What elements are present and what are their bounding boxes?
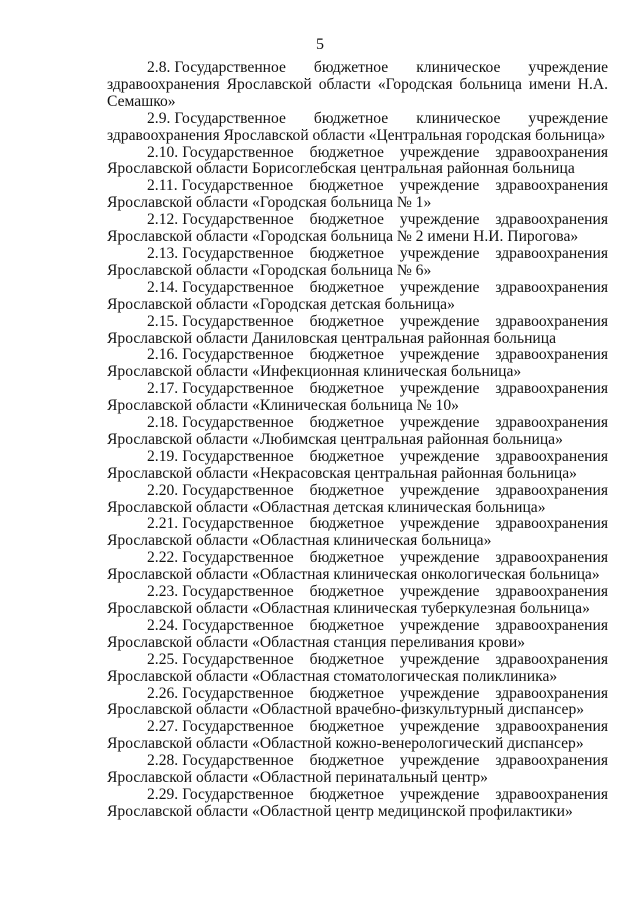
item-text: Государственное бюджетное клиническое учреждение здравоохранения Ярославской области «Центральная городская больница» <box>107 109 608 144</box>
item-text: Государственное бюджетное учреждение здравоохранения Ярославской области «Областной перинатальный центр» <box>107 752 608 787</box>
item-number: 2.22. <box>147 549 179 567</box>
list-item <box>107 347 608 381</box>
item-number: 2.8. <box>147 59 171 76</box>
item-text: Государственное бюджетное учреждение здравоохранения Ярославской области «Инфекционная клиническая больница» <box>107 346 608 381</box>
item-number: 2.13. <box>147 244 179 262</box>
list-item <box>107 314 608 348</box>
item-number: 2.16. <box>147 346 179 364</box>
list-item <box>107 246 608 280</box>
item-text: Государственное бюджетное учреждение здравоохранения Ярославской области Борисоглебская центральная районная больница <box>107 143 608 178</box>
item-number: 2.26. <box>147 684 179 702</box>
item-text: Государственное бюджетное учреждение здравоохранения Ярославской области «Областная клиническая онкологическая больница» <box>107 549 608 584</box>
page-number: 5 <box>316 36 324 53</box>
item-number: 2.10. <box>147 143 179 161</box>
list-item <box>107 381 608 415</box>
item-number: 2.19. <box>147 447 179 465</box>
item-text: Государственное бюджетное учреждение здравоохранения Ярославской области «Областная стоматологическая поликлиника» <box>107 650 608 685</box>
list-item <box>107 212 608 246</box>
item-number: 2.20. <box>147 481 179 499</box>
item-text: Государственное бюджетное учреждение здравоохранения Ярославской области «Клиническая больница № 10» <box>107 380 608 415</box>
item-text: Государственное бюджетное учреждение здравоохранения Ярославской области «Городская детская больница» <box>107 278 608 313</box>
item-number: 2.11. <box>147 177 178 195</box>
item-text: Государственное бюджетное клиническое учреждение здравоохранения Ярославской области «Городская больница имени Н.А. Семашко» <box>107 59 608 110</box>
item-number: 2.18. <box>147 414 179 432</box>
item-text: Государственное бюджетное учреждение здравоохранения Ярославской области «Городская больница № 2 имени Н.И. Пирогова» <box>107 211 608 246</box>
item-number: 2.17. <box>147 380 179 398</box>
item-number: 2.25. <box>147 650 179 668</box>
item-number: 2.24. <box>147 616 179 634</box>
list-item <box>107 449 608 483</box>
item-text: Государственное бюджетное учреждение здравоохранения Ярославской области «Городская больница № 1» <box>107 177 608 212</box>
list-item <box>107 280 608 314</box>
list-item <box>107 686 608 720</box>
item-number: 2.12. <box>147 211 179 229</box>
item-number: 2.23. <box>147 583 179 601</box>
item-text: Государственное бюджетное учреждение здравоохранения Ярославской области «Областная клиническая туберкулезная больница» <box>107 583 608 617</box>
item-text: Государственное бюджетное учреждение здравоохранения Ярославской области «Некрасовская центральная районная больница» <box>107 447 608 482</box>
item-number: 2.14. <box>147 278 179 296</box>
item-number: 2.21. <box>147 515 179 533</box>
item-text: Государственное бюджетное учреждение здравоохранения Ярославской области «Областной кожно-венерологический диспансер» <box>107 718 608 753</box>
item-text: Государственное бюджетное учреждение здравоохранения Ярославской области «Областная клиническая больница» <box>107 515 608 550</box>
item-number: 2.27. <box>147 718 179 736</box>
list-item <box>107 111 608 145</box>
list-item <box>107 60 608 111</box>
list-item <box>107 719 608 753</box>
item-text: Государственное бюджетное учреждение здравоохранения Ярославской области «Областной центр медицинской профилактики» <box>107 785 608 820</box>
document-body <box>107 60 608 821</box>
list-item <box>107 584 608 618</box>
list-item <box>107 753 608 787</box>
list-item <box>107 415 608 449</box>
item-text: Государственное бюджетное учреждение здравоохранения Ярославской области «Любимская центральная районная больница» <box>107 414 608 448</box>
item-text: Государственное бюджетное учреждение здравоохранения Ярославской области Даниловская центральная районная больница <box>107 312 608 347</box>
list-item <box>107 516 608 550</box>
list-item <box>107 145 608 179</box>
item-text: Государственное бюджетное учреждение здравоохранения Ярославской области «Областная станция переливания крови» <box>107 616 608 651</box>
list-item <box>107 787 608 821</box>
list-item <box>107 178 608 212</box>
item-number: 2.9. <box>147 109 171 127</box>
item-number: 2.29. <box>147 785 179 803</box>
list-item <box>107 550 608 584</box>
list-item <box>107 618 608 652</box>
item-number: 2.28. <box>147 752 179 770</box>
list-item <box>107 652 608 686</box>
item-number: 2.15. <box>147 312 179 330</box>
item-text: Государственное бюджетное учреждение здравоохранения Ярославской области «Областной врачебно-физкультурный диспансер» <box>107 684 608 719</box>
item-text: Государственное бюджетное учреждение здравоохранения Ярославской области «Городская больница № 6» <box>107 244 608 279</box>
item-text: Государственное бюджетное учреждение здравоохранения Ярославской области «Областная детская клиническая больница» <box>107 481 608 516</box>
list-item <box>107 483 608 517</box>
